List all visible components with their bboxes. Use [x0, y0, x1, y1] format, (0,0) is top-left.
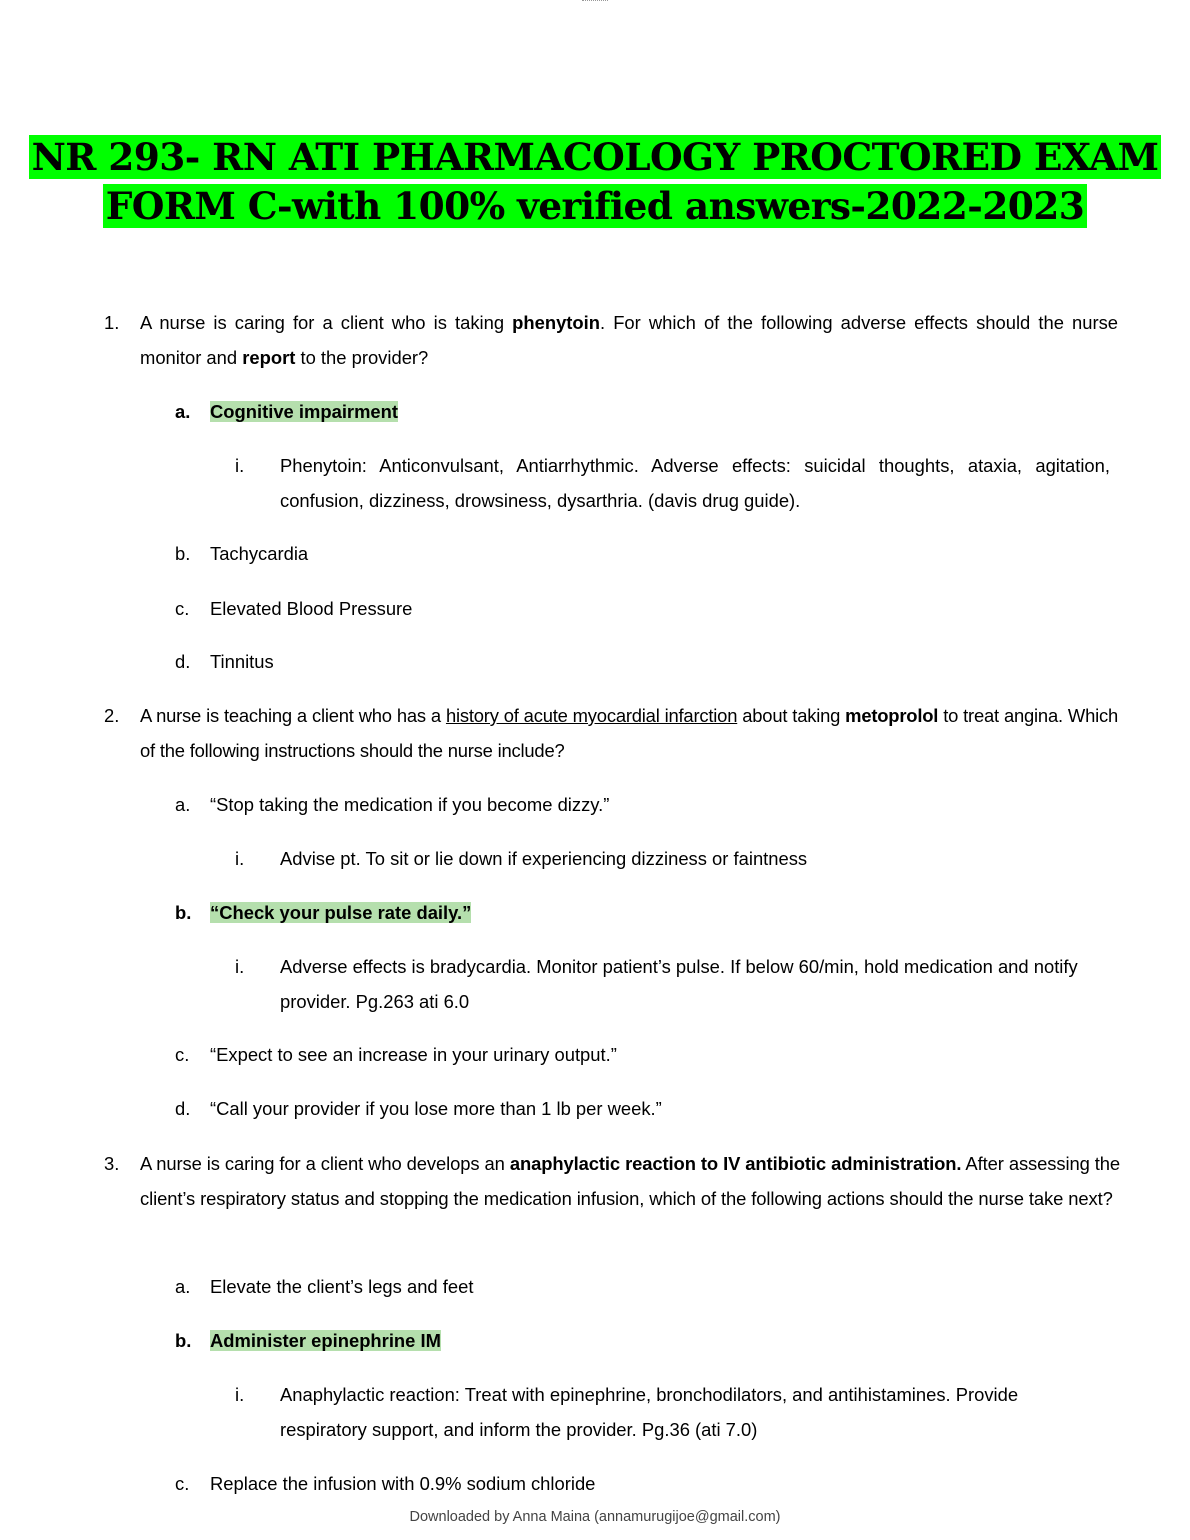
- q2-option-a-note-label: i.: [235, 848, 245, 869]
- question-2-text: A nurse is teaching a client who has a history of acute myocardial infarction about taking metoprolol to treat angina. Which of the following instructions should the nurse include?: [140, 705, 1119, 761]
- q2-option-b-answer: “Check your pulse rate daily.”: [210, 902, 472, 923]
- q2-rationale-text: Adverse effects is bradycardia. Monitor patient’s pulse. If below 60/min, hold medication and notify provider. Pg.263 ati 6.0: [280, 956, 1078, 1012]
- q2-option-d-label: d.: [175, 1098, 191, 1119]
- q1-option-d-text: Tinnitus: [210, 651, 274, 672]
- q3-option-a-label: a.: [175, 1276, 191, 1297]
- q2-rationale-label: i.: [235, 956, 245, 977]
- q2-option-a-note-text: Advise pt. To sit or lie down if experiencing dizziness or faintness: [280, 848, 808, 869]
- q3-rationale-label: i.: [235, 1384, 245, 1405]
- q3-option-b-answer: Administer epinephrine IM: [210, 1330, 441, 1351]
- q3-option-c-text: Replace the infusion with 0.9% sodium chloride: [210, 1473, 596, 1494]
- q1-option-b-text: Tachycardia: [210, 543, 309, 564]
- q1-rationale-label: i.: [235, 455, 245, 476]
- question-3-text: A nurse is caring for a client who develops an anaphylactic reaction to IV antibiotic administration. After assessing the client’s respiratory status and stopping the medication infusion, which of the following actions should the nurse take next?: [140, 1153, 1121, 1209]
- download-footer: Downloaded by Anna Maina (annamurugijoe@gmail.com): [409, 1509, 781, 1525]
- q1-rationale-text: Phenytoin: Anticonvulsant, Antiarrhythmic. Adverse effects: suicidal thoughts, ataxia, agitation, confusion, dizziness, drowsiness, dysarthria. (davis drug guide).: [280, 455, 1110, 511]
- q1-option-d-label: d.: [175, 651, 191, 672]
- q2-option-c-text: “Expect to see an increase in your urinary output.”: [210, 1044, 617, 1065]
- q2-option-d-text: “Call your provider if you lose more than 1 lb per week.”: [210, 1098, 662, 1119]
- q3-option-a-text: Elevate the client’s legs and feet: [210, 1276, 474, 1297]
- q2-option-a-text: “Stop taking the medication if you become dizzy.”: [210, 794, 610, 815]
- q3-option-b-label: b.: [175, 1330, 192, 1351]
- q1-option-a-answer: Cognitive impairment: [210, 401, 399, 422]
- question-1-text: A nurse is caring for a client who is taking phenytoin. For which of the following adverse effects should the nurse monitor and report to the provider?: [140, 312, 1118, 368]
- title-line-2: FORM C-with 100% verified answers-2022-2023: [103, 184, 1087, 228]
- q2-option-c-label: c.: [175, 1044, 190, 1065]
- q2-option-b-label: b.: [175, 902, 192, 923]
- q3-rationale-text: Anaphylactic reaction: Treat with epinephrine, bronchodilators, and antihistamines. Provide respiratory support, and inform the provider. Pg.36 (ati 7.0): [280, 1384, 1019, 1440]
- header-mark: [582, 0, 608, 4]
- q1-option-b-label: b.: [175, 543, 191, 564]
- q2-option-a-label: a.: [175, 794, 191, 815]
- q1-option-a-label: a.: [175, 401, 191, 422]
- question-1-number: 1.: [104, 312, 120, 333]
- q1-option-c-text: Elevated Blood Pressure: [210, 598, 413, 619]
- q3-option-c-label: c.: [175, 1473, 190, 1494]
- question-2-number: 2.: [104, 705, 120, 726]
- title-line-1: NR 293- RN ATI PHARMACOLOGY PROCTORED EXAM: [29, 135, 1162, 179]
- q1-option-c-label: c.: [175, 598, 190, 619]
- document-title: [0, 133, 1190, 231]
- question-3-number: 3.: [104, 1153, 120, 1174]
